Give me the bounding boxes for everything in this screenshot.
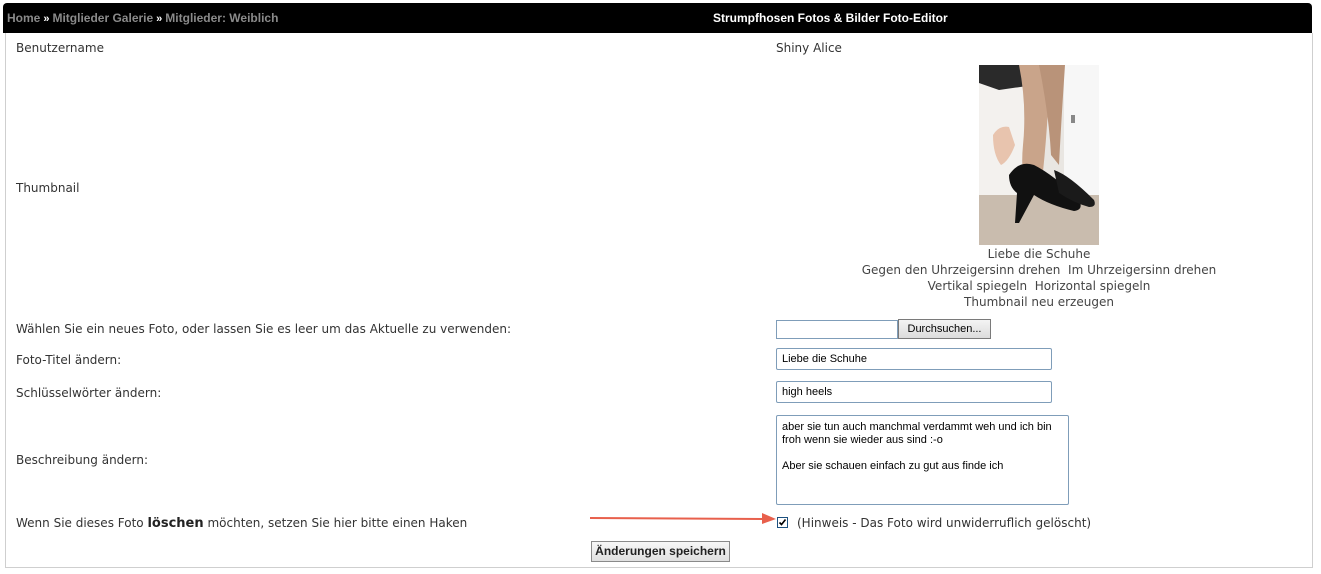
flip-horizontal-link[interactable]: Horizontal spiegeln (1034, 279, 1151, 293)
rotate-ccw-link[interactable]: Gegen den Uhrzeigersinn drehen (861, 263, 1061, 277)
save-changes-button[interactable]: Änderungen speichern (591, 541, 730, 562)
description-textarea[interactable]: aber sie tun auch manchmal verdammt weh und ich bin froh wenn sie wieder aus sind :-o Aber sie schauen einfach zu gut aus finde ich (776, 415, 1069, 505)
rotate-cw-link[interactable]: Im Uhrzeigersinn drehen (1068, 263, 1217, 277)
browse-button[interactable]: Durchsuchen... (898, 319, 991, 339)
rotate-links (776, 263, 1302, 277)
flip-links (776, 279, 1302, 293)
delete-hint: (Hinweis - Das Foto wird unwiderruflich gelöscht) (797, 516, 1092, 530)
breadcrumb-gallery-link[interactable]: Mitglieder Galerie (52, 11, 154, 25)
title-input[interactable]: Liebe die Schuhe (776, 348, 1052, 370)
new-photo-label: Wählen Sie ein neues Foto, oder lassen Sie es leer um das Aktuelle zu verwenden: (16, 322, 511, 336)
description-label: Beschreibung ändern: (16, 453, 149, 467)
breadcrumb-female-link[interactable]: Mitglieder: Weiblich (165, 11, 279, 25)
username-label: Benutzername (16, 41, 104, 55)
title-label: Foto-Titel ändern: (16, 353, 122, 367)
delete-label-post: möchten, setzen Sie hier bitte einen Haken (207, 516, 468, 530)
username-value: Shiny Alice (776, 41, 842, 55)
photo-editor-form (5, 33, 1313, 568)
flip-vertical-link[interactable]: Vertikal spiegeln (927, 279, 1028, 293)
red-arrow-annotation (590, 511, 780, 525)
breadcrumb-home-link[interactable]: Home (7, 11, 41, 25)
file-path-input[interactable] (776, 320, 898, 339)
keywords-label: Schlüsselwörter ändern: (16, 386, 162, 400)
delete-label (16, 516, 467, 531)
page-title: Strumpfhosen Fotos & Bilder Foto-Editor (713, 11, 948, 25)
delete-label-bold: löschen (147, 516, 204, 531)
delete-label-pre: Wenn Sie dieses Foto (16, 516, 144, 530)
delete-checkbox[interactable] (777, 517, 788, 528)
regenerate-thumbnail-link[interactable]: Thumbnail neu erzeugen (964, 295, 1114, 309)
header-bar (3, 3, 1312, 33)
checkmark-icon (778, 518, 787, 527)
thumbnail-caption: Liebe die Schuhe (987, 247, 1091, 261)
thumbnail-image[interactable] (979, 65, 1099, 245)
breadcrumb-separator: » (156, 13, 163, 25)
breadcrumb-separator: » (43, 13, 50, 25)
thumbnail-label: Thumbnail (16, 181, 80, 195)
breadcrumb (7, 11, 278, 25)
keywords-input[interactable]: high heels (776, 381, 1052, 403)
